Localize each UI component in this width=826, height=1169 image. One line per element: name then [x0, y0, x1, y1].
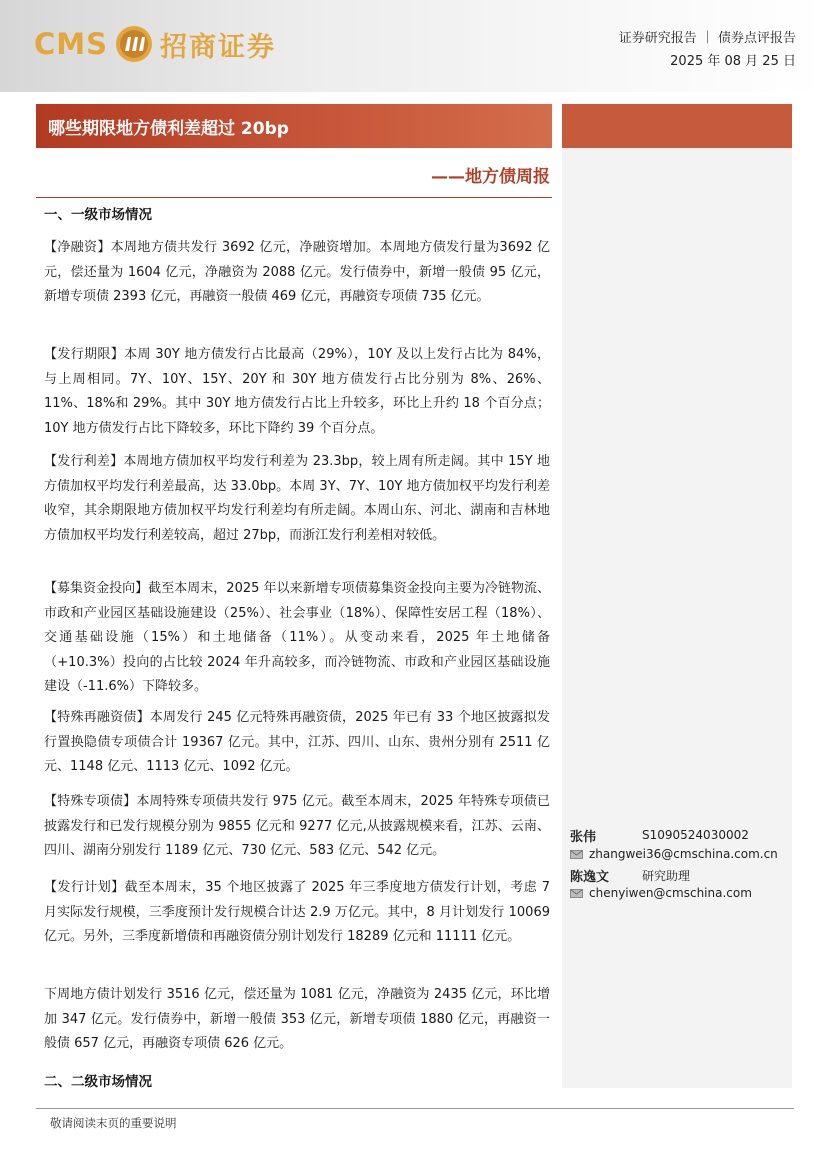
- author-email-1[interactable]: zhangwei36@cmschina.com.cn: [589, 847, 778, 861]
- author-certificate-id: S1090524030002: [642, 828, 749, 842]
- report-type: 证券研究报告 ｜ 债券点评报告: [618, 31, 796, 46]
- logo-chinese-text: 招商证券: [160, 31, 277, 63]
- title-bar: [36, 104, 552, 148]
- company-logo: [34, 22, 276, 66]
- author-name-text: 陈逸文: [570, 870, 610, 885]
- sidebar-header-bar: [562, 104, 792, 148]
- author-role: 研究助理: [642, 869, 691, 883]
- sidebar-panel: [562, 148, 792, 1088]
- paragraph-issuance-tenor: 【发行期限】本周 30Y 地方债发行占比最高（29%），10Y 及以上发行占比为 84%，与上周相同。7Y、10Y、15Y、20Y 和 30Y 地方债发行占比分别为 8%、26%、11%、18%和 29%。其中 30Y 地方债发行占比上升较多，环比上升约 18 个百分点；10Y 地方债发行占比下降较多，环比下降约 39 个百分点。: [44, 347, 550, 436]
- paragraph-fund-usage: 【募集资金投向】截至本周末，2025 年以来新增专项债募集资金投向主要为冷链物流、市政和产业园区基础设施建设（25%）、社会事业（18%）、保障性安居工程（18%）、交通基础设施（15%）和土地储备（11%）。从变动来看，2025 年土地储备（+10.3%）投向的占比较 2024 年升高较多，而冷链物流、市政和产业园区基础设施建设（-11.6%）下降较多。: [44, 581, 550, 694]
- paragraph-special-refinancing: 【特殊再融资债】本周发行 245 亿元特殊再融资债，2025 年已有 33 个地区披露拟发行置换隐债专项债合计 19367 亿元。其中，江苏、四川、山东、贵州分别有 2511 亿元、1148 亿元、1113 亿元、1092 亿元。: [44, 710, 550, 774]
- paragraph-issuance-spread: 【发行利差】本周地方债加权平均发行利差为 23.3bp，较上周有所走阔。其中 15Y 地方债加权平均发行利差最高，达 33.0bp。本周 3Y、7Y、10Y 地方债加权平均发行利差收窄，其余期限地方债加权平均发行利差均有所走阔。本周山东、河北、湖南和吉林地方债加权平均发行利差较高，超过 27bp，而浙江发行利差相对较低。: [44, 454, 550, 543]
- author-name-text: 张伟: [570, 830, 597, 845]
- mail-icon: [570, 889, 583, 898]
- paragraph-next-week: 下周地方债计划发行 3516 亿元，偿还量为 1081 亿元，净融资为 2435 亿元，环比增加 347 亿元。发行债券中，新增一般债 353 亿元，新增专项债 1880 亿元，再融资一般债 657 亿元，再融资专项债 626 亿元。: [44, 987, 550, 1051]
- report-subtitle: ——地方债周报: [431, 167, 550, 187]
- title-divider: [36, 197, 552, 198]
- author-email-row-1[interactable]: [570, 847, 778, 861]
- report-title: 哪些期限地方债利差超过 20bp: [48, 118, 289, 139]
- logo-emblem-icon: [114, 24, 154, 64]
- author-email-2[interactable]: chenyiwen@cmschina.com: [589, 886, 752, 900]
- paragraph-net-financing: 【净融资】本周地方债共发行 3692 亿元，净融资增加。本周地方债发行量为3692 亿元，偿还量为 1604 亿元，净融资为 2088 亿元。发行债券中，新增一般债 95 亿元，新增专项债 2393 亿元，再融资一般债 469 亿元，再融资专项债 735 亿元。: [44, 240, 550, 304]
- author-name-1: [570, 826, 596, 845]
- section-heading-secondary-market: 二、二级市场情况: [44, 1074, 152, 1090]
- footer-divider: [36, 1108, 794, 1109]
- report-date: 2025 年 08 月 25 日: [670, 54, 796, 69]
- author-name-2: [570, 866, 609, 885]
- mail-icon: [570, 850, 583, 859]
- logo-latin-text: CMS: [34, 27, 109, 61]
- paragraph-special-project-bonds: 【特殊专项债】本周特殊专项债共发行 975 亿元。截至本周末，2025 年特殊专项债已披露发行和已发行规模分别为 9855 亿元和 9277 亿元,从披露规模来看，江苏、云南、四川、湖南分别发行 1189 亿元、730 亿元、583 亿元、542 亿元。: [44, 794, 550, 858]
- author-email-row-2[interactable]: [570, 886, 752, 900]
- section-heading-primary-market: 一、一级市场情况: [44, 207, 152, 223]
- footer-disclaimer: 敬请阅读末页的重要说明: [50, 1116, 177, 1130]
- paragraph-issuance-plan: 【发行计划】截至本周末，35 个地区披露了 2025 年三季度地方债发行计划，考虑 7 月实际发行规模，三季度预计发行规模合计达 2.9 万亿元。其中，8 月计划发行 10069 亿元。另外，三季度新增债和再融资债分别计划发行 18289 亿元和 11111 亿元。: [44, 880, 550, 944]
